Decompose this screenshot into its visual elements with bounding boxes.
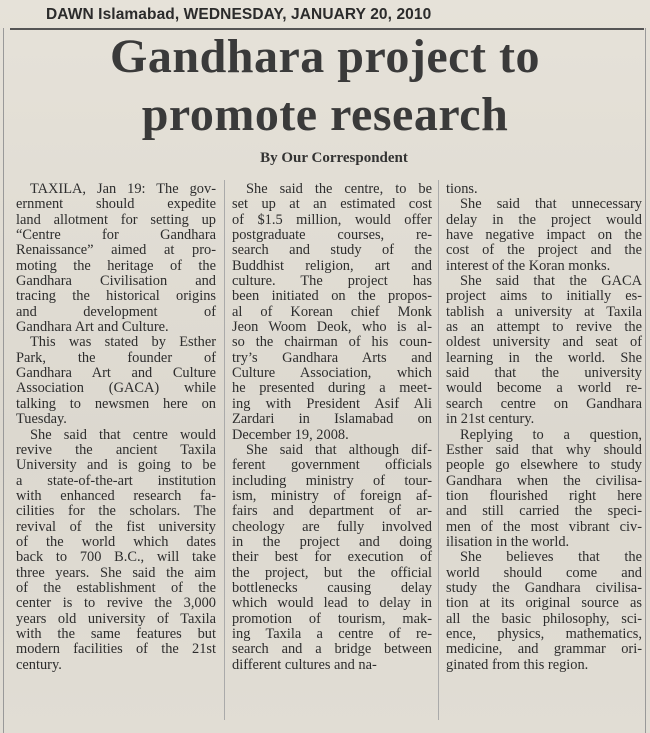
article-line: University and is going to be (16, 457, 216, 474)
article-line: with enhanced research fa- (16, 487, 216, 504)
article-line: fairs and department of ar- (232, 503, 432, 520)
article-line: so the chairman of his coun- (232, 334, 432, 351)
article-line: Gandhara Art and Culture. (16, 319, 169, 336)
article-line: and still carried the speci- (446, 503, 642, 520)
article-line: study the Gandhara civilisa- (446, 579, 642, 596)
article-line: Replying to a question, (460, 426, 642, 443)
article-line: al of Korean chief Monk (232, 303, 432, 320)
article-line: search and a bridge between (232, 641, 432, 658)
byline: By Our Correspondent (260, 150, 408, 166)
article-line: search and study of the (232, 242, 432, 259)
article-line: promotion of tourism, mak- (232, 610, 432, 627)
article-line: all the basic philosophy, sci- (446, 610, 642, 627)
article-line: world should come and (446, 564, 642, 581)
column-divider (438, 180, 439, 720)
article-column-3 (446, 182, 642, 722)
article-line: cheology are fully involved (232, 518, 432, 535)
article-line: tracing the historical origins (16, 288, 216, 305)
article-line: back to 700 B.C., will take (16, 549, 216, 566)
article-line: interest of the Koran monks. (446, 257, 611, 274)
dateline: DAWN Islamabad, WEDNESDAY, JANUARY 20, 2010 (46, 6, 432, 23)
article-line: revival of the fist university (16, 518, 216, 535)
article-line: oldest university and seat of (446, 334, 642, 351)
article-line: learning in the world. She (446, 349, 642, 366)
article-line: Gandhara when the civilisa- (446, 472, 642, 489)
article-line: a state-of-the-art institution (16, 472, 216, 489)
article-line: try’s Gandhara Arts and (232, 349, 432, 366)
article-line: search centre on Gandhara (446, 395, 642, 412)
headline-line-2: promote research (141, 88, 509, 141)
article-line: have negative impact on the (446, 227, 642, 244)
article-line: Renaissance” aimed at pro- (16, 242, 216, 259)
article-line: culture. The project has (232, 273, 432, 290)
article-line: Esther said that why should (446, 441, 642, 458)
article-line: ing with President Asif Ali (232, 395, 432, 412)
article-line: Buddhist religion, art and (232, 257, 432, 274)
article-line: Gandhara Civilisation and (16, 273, 216, 290)
article-line: She said that although dif- (246, 441, 432, 458)
article-line: been initiated on the propos- (232, 288, 432, 305)
article-line: he presented during a meet- (232, 380, 432, 397)
article-line: of the world which dates (16, 533, 216, 550)
article-line: ilisation in the world. (446, 533, 570, 550)
article-line: ernment should expedite (16, 196, 216, 213)
article-line: Park, the founder of (16, 349, 216, 366)
article-line: men of the most vibrant civ- (446, 518, 642, 535)
article-line: modern facilities of the 21st (16, 641, 216, 658)
article-line: cost of the project and the (446, 242, 642, 259)
article-line: different cultures and na- (232, 656, 377, 673)
article-line: three years. She said the aim (16, 564, 216, 581)
article-line: ferent government officials (232, 457, 432, 474)
article-line: TAXILA, Jan 19: The gov- (30, 181, 216, 197)
article-line: project aims to initially es- (446, 288, 642, 305)
article-line: century. (16, 656, 62, 673)
article-line: revive the ancient Taxila (16, 441, 216, 458)
article-line: ginated from this region. (446, 656, 589, 673)
article-line: ing Taxila a centre of re- (232, 625, 432, 642)
article-line: cilities for the scholars. The (16, 503, 216, 520)
article-line: which would lead to delay in (232, 595, 432, 612)
article-line: She believes that the (460, 549, 642, 566)
article-line: as an attempt to revive the (446, 319, 642, 336)
article-line: their best for execution of (232, 549, 432, 566)
article-line: December 19, 2008. (232, 426, 349, 443)
article-line: in the project and doing (232, 533, 432, 550)
article-line: This was stated by Esther (30, 334, 216, 351)
column-divider (224, 180, 225, 720)
article-line: Jeon Woom Deok, who is al- (232, 319, 432, 336)
article-line: Culture Association, which (232, 365, 432, 382)
article-line: of the establishment of the (16, 579, 216, 596)
article-line: postgraduate courses, re- (232, 227, 432, 244)
article-line: including ministry of tour- (232, 472, 432, 489)
article-line: “Centre for Gandhara (16, 227, 216, 244)
article-line: center is to revive the 3,000 (16, 595, 216, 612)
article-line: Tuesday. (16, 411, 67, 428)
article-line: of $1.5 million, would offer (232, 211, 432, 228)
article-column-2 (232, 182, 432, 722)
article-line: She said that the GACA (460, 273, 642, 290)
article-line: set up at an estimated cost (232, 196, 432, 213)
article-line: years old university of Taxila (16, 610, 216, 627)
article-line: said that the university (446, 365, 642, 382)
article-line: with the same features but (16, 625, 216, 642)
article-line: in 21st century. (446, 411, 535, 428)
article-line: the project, but the official (232, 564, 432, 581)
article-line: She said that centre would (30, 426, 216, 443)
headline-line-1: Gandhara project to (110, 30, 540, 83)
article-line: She said the centre, to be (246, 181, 432, 197)
article-line: would become a world re- (446, 380, 642, 397)
article-line: ence, physics, mathematics, (446, 625, 642, 642)
article-column-1 (16, 182, 216, 722)
article-line: Zardari in Islamabad on (232, 411, 432, 428)
article-line: Gandhara Art and Culture (16, 365, 216, 382)
article-line: bottlenecks causing delay (232, 579, 432, 596)
article-line: and development of (16, 303, 216, 320)
article-line: tions. (446, 181, 478, 197)
article-line: talking to newsmen here on (16, 395, 216, 412)
article-line: medicine, and grammar ori- (446, 641, 642, 658)
article-line: ism, ministry of foreign af- (232, 487, 432, 504)
article-line: people go elsewhere to study (446, 457, 642, 474)
article-line: land allotment for setting up (16, 211, 216, 228)
article-line: delay in the project would (446, 211, 642, 228)
article-line: tion flourished right here (446, 487, 642, 504)
article-line: Association (GACA) while (16, 380, 216, 397)
article-line: She said that unnecessary (460, 196, 642, 213)
article-line: moting the heritage of the (16, 257, 216, 274)
article-line: tion at its original source as (446, 595, 642, 612)
article-line: tablish a university at Taxila (446, 303, 642, 320)
